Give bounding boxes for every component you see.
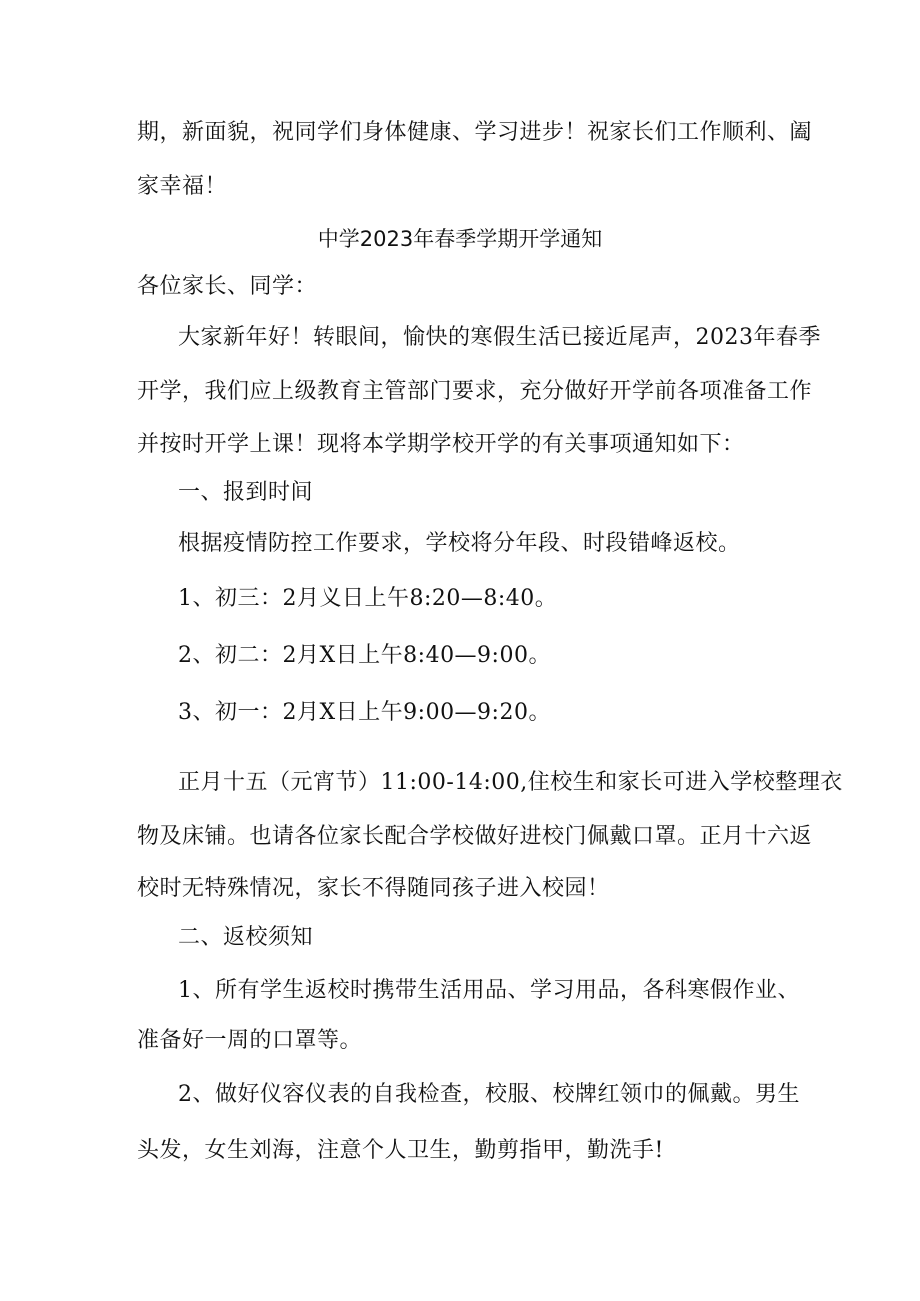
schedule-item-3: 3、初一：2月X日上午9:00—9:20。 — [178, 700, 551, 725]
intro-line-2: 开学，我们应上级教育主管部门要求，充分做好开学前各项准备工作 — [137, 379, 813, 404]
return-item-2-line-1: 2、做好仪容仪表的自我检查，校服、校牌红领巾的佩戴。男生 — [178, 1082, 800, 1107]
intro-line-3: 并按时开学上课！现将本学期学校开学的有关事项通知如下： — [137, 432, 745, 457]
continuation-line-2: 家幸福！ — [137, 174, 228, 199]
notice-title: 中学2023年春季学期开学通知 — [317, 227, 603, 251]
return-item-1-line-1: 1、所有学生返校时携带生活用品、学习用品，各科寒假作业、 — [178, 978, 800, 1003]
schedule-item-2: 2、初二：2月X日上午8:40—9:00。 — [178, 643, 551, 668]
section2-heading: 二、返校须知 — [178, 925, 314, 950]
continuation-line-1: 期，新面貌，祝同学们身体健康、学习进步！祝家长们工作顺利、阖 — [137, 120, 813, 145]
return-item-2-line-2: 头发，女生刘海，注意个人卫生，勤剪指甲，勤洗手! — [137, 1138, 664, 1163]
section1-heading: 一、报到时间 — [178, 480, 314, 505]
return-item-1-line-2: 准备好一周的口罩等。 — [137, 1028, 363, 1053]
schedule-item-1: 1、初三：2月义日上午8:20—8:40。 — [178, 586, 558, 611]
section1-text: 根据疫情防控工作要求，学校将分年段、时段错峰返校。 — [178, 531, 741, 556]
note-line-1: 正月十五（元宵节）11:00-14:00,住校生和家长可进入学校整理衣 — [178, 770, 843, 795]
note-line-3: 校时无特殊情况，家长不得随同孩子进入校园！ — [137, 876, 610, 901]
note-line-2: 物及床铺。也请各位家长配合学校做好进校门佩戴口罩。正月十六返 — [137, 824, 813, 849]
intro-line-1: 大家新年好！转眼间，愉快的寒假生活已接近尾声，2023年春季 — [178, 325, 821, 350]
salutation: 各位家长、同学： — [137, 274, 318, 299]
